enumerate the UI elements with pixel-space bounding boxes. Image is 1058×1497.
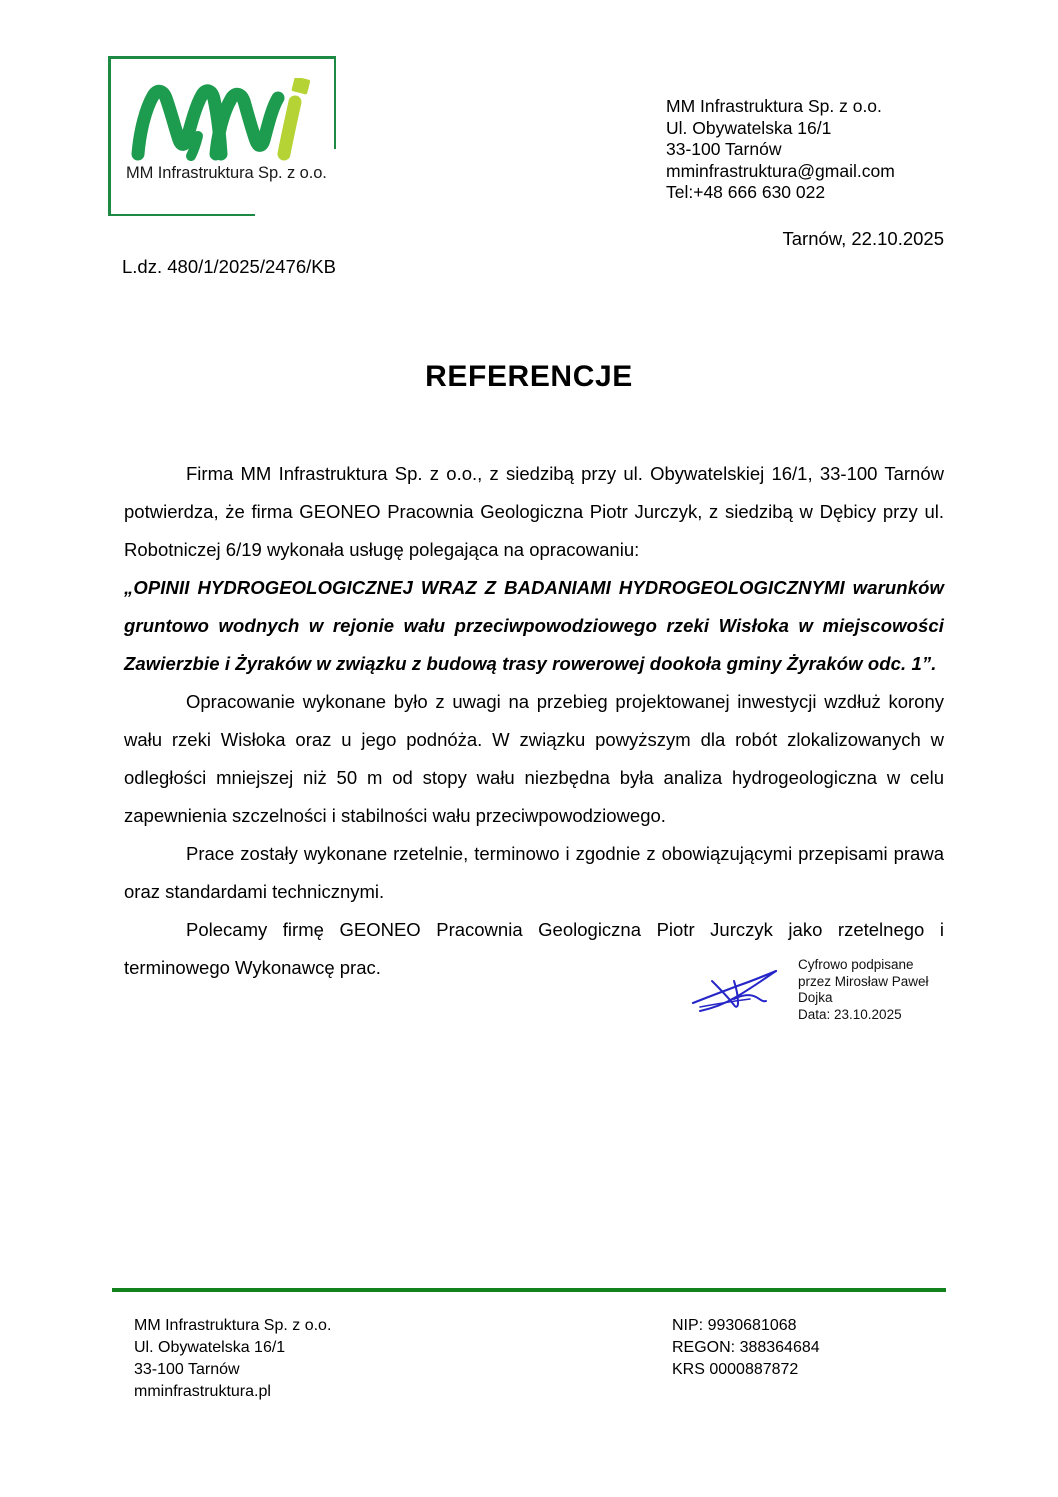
footer-krs: KRS 0000887872 [672, 1361, 799, 1378]
footer-street: Ul. Obywatelska 16/1 [134, 1339, 286, 1356]
paragraph-scope-quote: „OPINII HYDROGEOLOGICZNEJ WRAZ Z BADANIAMI HYDROGEOLOGICZNYMI warunków gruntowo wodnych w rejonie wału przeciwpowodziowego rzeki Wisłoka w miejscowości Zawierzbie i Żyraków w związku z budową trasy rowerowej dookoła gminy Żyraków odc. 1”. [124, 577, 944, 674]
signature-line-3: Dojka [798, 990, 833, 1005]
logo-caption: MM Infrastruktura Sp. z o.o. [126, 164, 327, 182]
footer-company-name: MM Infrastruktura Sp. z o.o. [134, 1317, 332, 1334]
footer-regon: REGON: 388364684 [672, 1339, 820, 1356]
document-body [124, 455, 944, 987]
footer-nip: NIP: 9930681068 [672, 1317, 797, 1334]
footer-divider [112, 1288, 946, 1292]
paragraph-recommendation: Polecamy firmę GEONEO Pracownia Geologiczna Piotr Jurczyk jako rzetelnego i terminowego Wykonawcę prac. [124, 919, 944, 978]
logo-frame-bottom-edge [108, 214, 255, 217]
company-email: mminfrastruktura@gmail.com [666, 160, 895, 181]
footer-registry-block [672, 1315, 820, 1381]
digital-signature-text [798, 957, 929, 1023]
signature-block [690, 955, 970, 1035]
footer-website: mminfrastruktura.pl [134, 1383, 271, 1400]
signature-line-1: Cyfrowo podpisane [798, 957, 914, 972]
signature-date: Data: 23.10.2025 [798, 1006, 902, 1022]
reference-number: L.dz. 480/1/2025/2476/KB [122, 256, 336, 277]
company-address-line-2: Ul. Obywatelska 16/1 [666, 117, 832, 138]
company-logo [108, 56, 336, 216]
document-header [0, 0, 1058, 230]
mm-monogram-icon [130, 78, 315, 166]
signature-line-2: przez Mirosław Paweł [798, 973, 929, 989]
paragraph-justification: Opracowanie wykonane było z uwagi na przebieg projektowanej inwestycji wzdłuż korony wału rzeki Wisłoka oraz u jego podnóża. W związku powyższym dla robót zlokalizowanych w odległości mniejszej niż 50 m od stopy wału niezbędna była analiza hydrogeologiczna w celu zapewnienia szczelności i stabilności wału przeciwpowodziowego. [124, 691, 944, 826]
logo-frame-top-edge [108, 56, 336, 59]
footer-company-block [134, 1315, 331, 1403]
company-address-line-3: 33-100 Tarnów [666, 139, 782, 159]
place-and-date: Tarnów, 22.10.2025 [782, 228, 944, 249]
footer-city: 33-100 Tarnów [134, 1361, 240, 1378]
page-title: REFERENCJE [425, 360, 633, 393]
company-phone: Tel:+48 666 630 022 [666, 182, 826, 202]
paragraph-intro: Firma MM Infrastruktura Sp. z o.o., z siedzibą przy ul. Obywatelskiej 16/1, 33-100 Tarnów potwierdza, że firma GEONEO Pracownia Geologiczna Piotr Jurczyk, z siedzibą w Dębicy przy ul. Robotniczej 6/19 wykonała usługę polegająca na opracowaniu: [124, 463, 944, 560]
company-address-line-1: MM Infrastruktura Sp. z o.o. [666, 96, 882, 116]
logo-frame-left-edge [108, 56, 111, 216]
handwritten-signature-icon [690, 963, 798, 1019]
company-address-block [666, 96, 895, 204]
logo-frame-right-edge [334, 56, 337, 149]
paragraph-quality: Prace zostały wykonane rzetelnie, terminowo i zgodnie z obowiązującymi przepisami prawa oraz standardami technicznymi. [124, 843, 944, 902]
